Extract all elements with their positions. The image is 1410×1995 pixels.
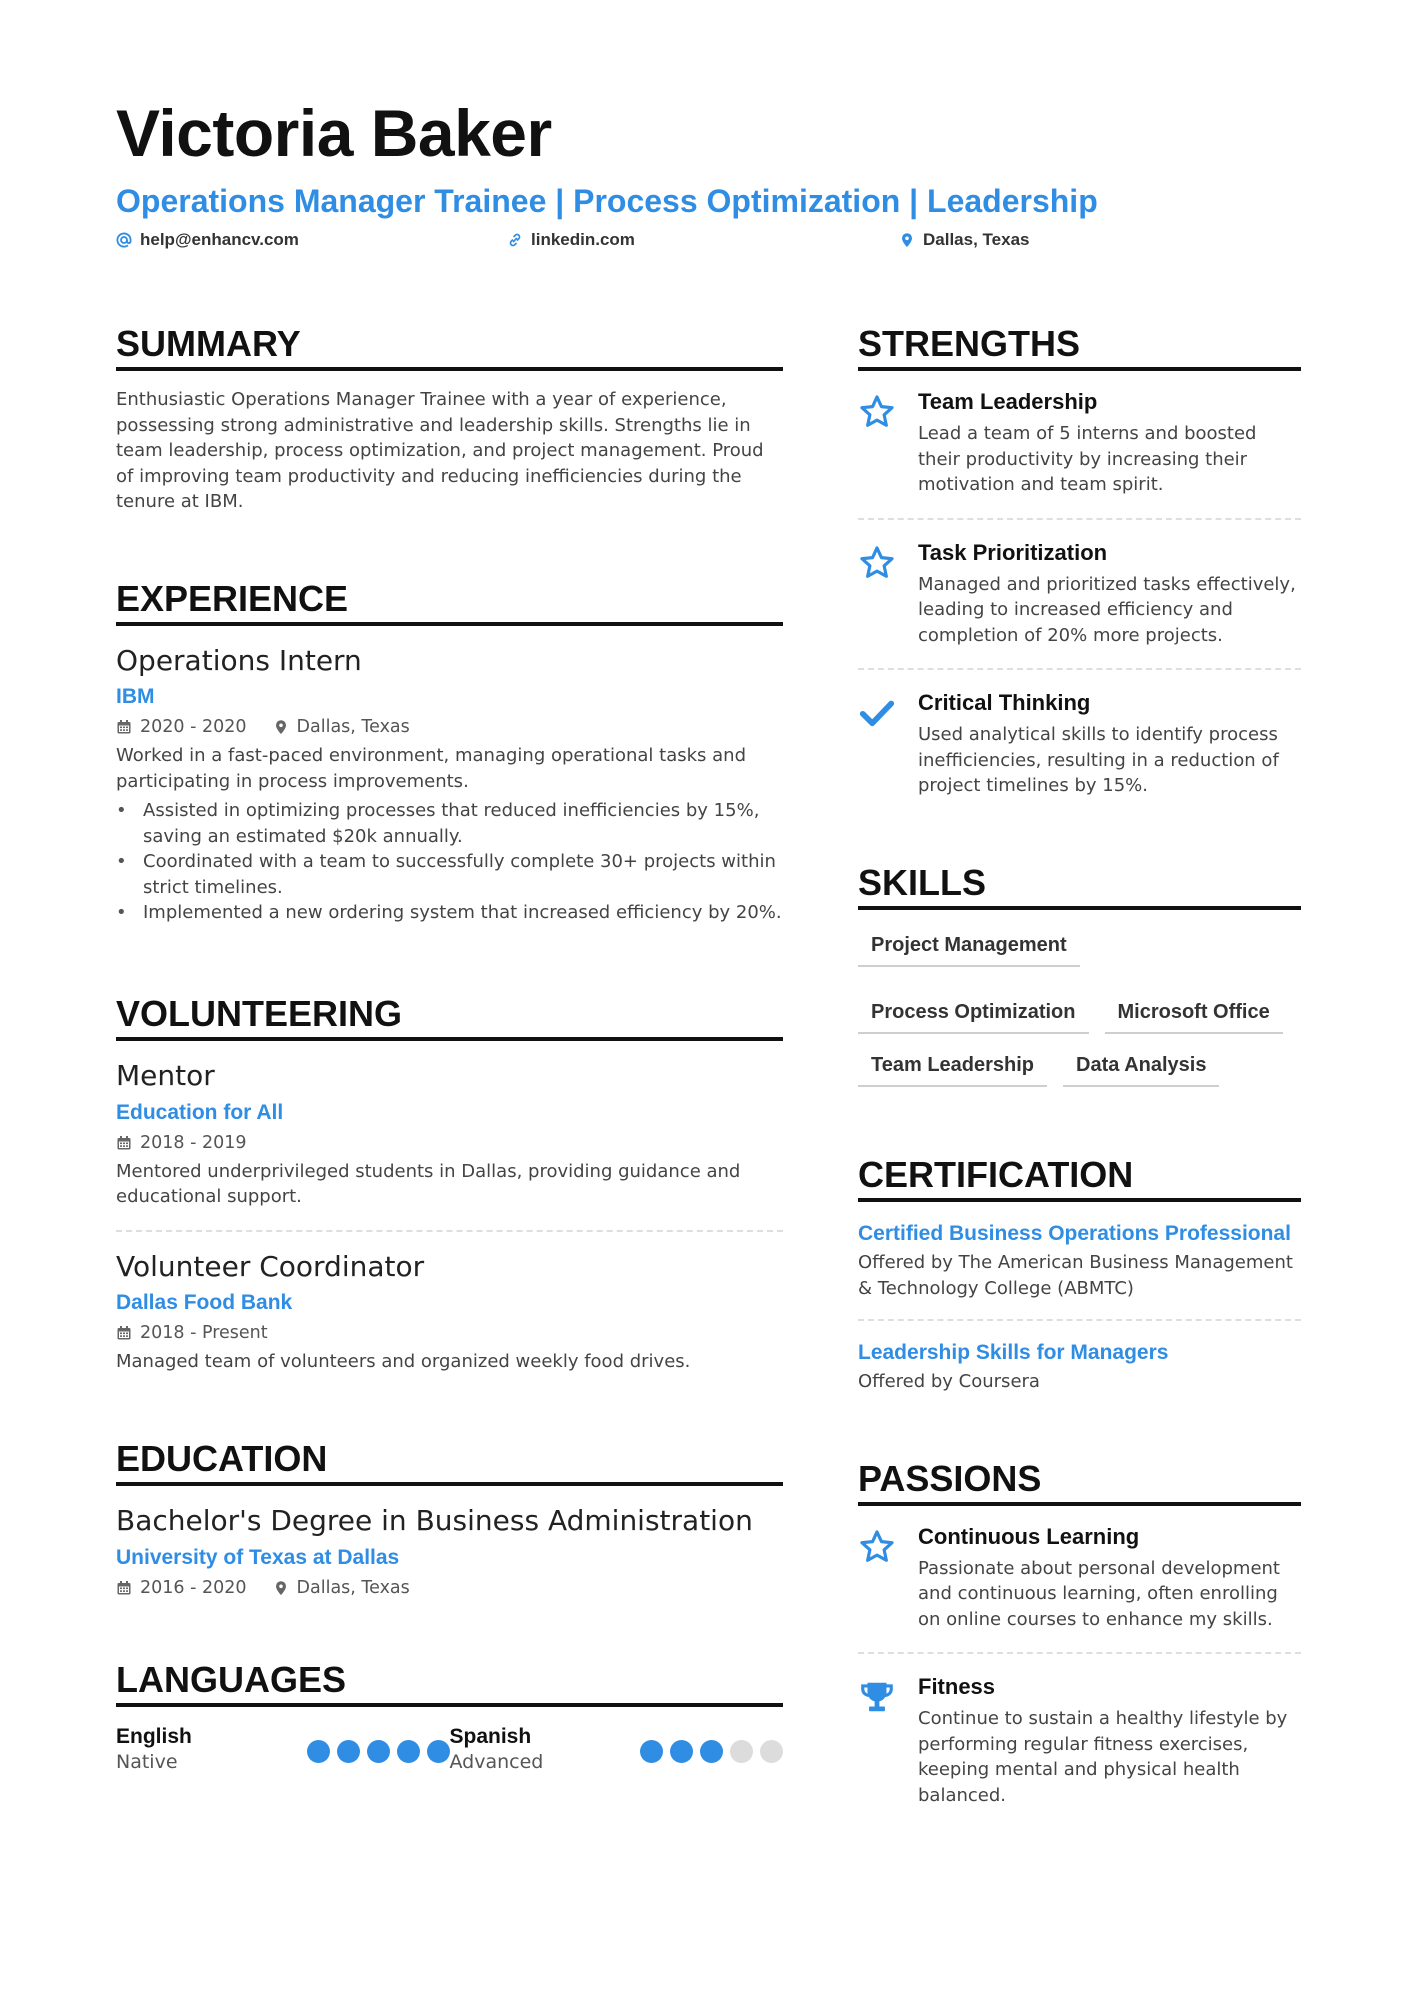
checkmark-icon <box>858 694 896 732</box>
volunteer-org: Dallas Food Bank <box>116 1291 293 1315</box>
volunteer-description: Mentored underprivileged students in Dallas, providing guidance and educational support. <box>116 1160 741 1208</box>
certification-title: Leadership Skills for Managers <box>858 1341 1169 1365</box>
candidate-tagline: Operations Manager Trainee | Process Optimization | Leadership <box>116 183 1098 219</box>
calendar-icon <box>116 1580 132 1596</box>
passion-item <box>858 1674 1301 1808</box>
strength-item <box>858 540 1301 649</box>
passions-section <box>858 1457 1301 1809</box>
passion-title: Continuous Learning <box>918 1523 1140 1549</box>
link-icon <box>507 232 523 248</box>
summary-section <box>116 322 783 515</box>
proficiency-dot-filled <box>367 1740 390 1763</box>
company-name: IBM <box>116 685 155 709</box>
section-title: SUMMARY <box>116 322 783 371</box>
passion-description: Passionate about personal development and continuous learning, often enrolling on online courses to enhance my skills. <box>918 1557 1280 1630</box>
passion-title: Fitness <box>918 1674 996 1700</box>
proficiency-dot-empty <box>730 1740 753 1763</box>
education-section <box>116 1437 783 1598</box>
left-column <box>116 322 783 1773</box>
volunteer-meta <box>116 1133 783 1153</box>
contact-linkedin[interactable] <box>507 230 635 250</box>
strength-description: Lead a team of 5 interns and boosted their productivity by increasing their motivation and team spirit. <box>918 423 1257 496</box>
trophy-icon <box>858 1678 896 1716</box>
skill-tag: Project Management <box>858 928 1080 967</box>
proficiency-dot-filled <box>640 1740 663 1763</box>
volunteer-entry <box>116 1059 783 1210</box>
experience-section <box>116 577 783 926</box>
section-title: EXPERIENCE <box>116 577 783 626</box>
skill-tag: Process Optimization <box>858 995 1089 1034</box>
strength-item <box>858 690 1301 799</box>
date-range <box>116 1578 247 1598</box>
section-title: LANGUAGES <box>116 1658 783 1707</box>
language-list <box>116 1725 783 1773</box>
language-name: English <box>116 1724 192 1748</box>
strength-description: Managed and prioritized tasks effectively, leading to increased efficiency and completion of 20% more projects. <box>918 573 1296 646</box>
skills-section <box>858 861 1301 1087</box>
list-item: • Assisted in optimizing processes that reduced inefficiencies by 15%, saving an estimated $20k annually. <box>116 798 783 849</box>
skill-tag: Data Analysis <box>1063 1048 1219 1087</box>
list-item: • Coordinated with a team to successfully complete 30+ projects within strict timelines. <box>116 849 783 900</box>
section-title: SKILLS <box>858 861 1301 910</box>
volunteer-role: Volunteer Coordinator <box>116 1249 425 1283</box>
section-title: STRENGTHS <box>858 322 1301 371</box>
volunteer-description: Managed team of volunteers and organized weekly food drives. <box>116 1351 691 1373</box>
achievement-list <box>116 798 783 926</box>
skill-tag: Microsoft Office <box>1105 995 1283 1034</box>
passion-item <box>858 1524 1301 1633</box>
section-title: CERTIFICATION <box>858 1153 1301 1202</box>
section-title: VOLUNTEERING <box>116 992 783 1041</box>
proficiency-dots <box>307 1740 450 1763</box>
linkedin-text: linkedin.com <box>531 230 635 249</box>
contact-email[interactable] <box>116 230 299 250</box>
divider <box>858 518 1301 520</box>
email-text: help@enhancv.com <box>140 230 299 249</box>
star-icon <box>858 1528 896 1566</box>
strength-description: Used analytical skills to identify process inefficiencies, resulting in a reduction of project timelines by 15%. <box>918 724 1279 797</box>
job-title: Operations Intern <box>116 643 362 677</box>
certification-description: Offered by Coursera <box>858 1371 1040 1393</box>
date-range <box>116 1133 247 1153</box>
at-icon <box>116 232 132 248</box>
date-text: 2020 - 2020 <box>140 717 247 738</box>
proficiency-dot-filled <box>670 1740 693 1763</box>
strengths-section <box>858 322 1301 799</box>
strength-title: Team Leadership <box>918 389 1098 415</box>
volunteer-meta <box>116 1323 783 1343</box>
calendar-icon <box>116 719 132 735</box>
language-level: Native <box>116 1750 178 1773</box>
volunteer-role: Mentor <box>116 1059 215 1093</box>
strength-title: Task Prioritization <box>918 539 1108 565</box>
section-title: PASSIONS <box>858 1457 1301 1506</box>
strength-item <box>858 389 1301 498</box>
date-text: 2018 - 2019 <box>140 1132 247 1153</box>
location-pin-icon <box>899 232 915 248</box>
date-range <box>116 717 247 737</box>
location-text: Dallas, Texas <box>296 717 410 738</box>
certification-section <box>858 1153 1301 1395</box>
location-text: Dallas, Texas <box>923 230 1030 249</box>
education-meta <box>116 1578 783 1598</box>
proficiency-dot-filled <box>700 1740 723 1763</box>
volunteer-entry <box>116 1250 783 1375</box>
right-column <box>858 322 1301 1808</box>
section-title: EDUCATION <box>116 1437 783 1486</box>
summary-text: Enthusiastic Operations Manager Trainee with a year of experience, possessing strong administrative and leadership skills. Strengths lie in team leadership, process optimization, and project management. Proud of improving team productivity and reducing inefficiencies during the tenure at IBM. <box>116 389 764 513</box>
school-location <box>273 1578 410 1598</box>
star-icon <box>858 393 896 431</box>
date-range <box>116 1323 268 1343</box>
job-meta <box>116 717 783 737</box>
list-item: • Implemented a new ordering system that increased efficiency by 20%. <box>116 900 783 926</box>
calendar-icon <box>116 1135 132 1151</box>
star-icon <box>858 544 896 582</box>
location-pin-icon <box>273 1580 289 1596</box>
calendar-icon <box>116 1325 132 1341</box>
volunteering-section <box>116 992 783 1375</box>
passion-description: Continue to sustain a healthy lifestyle by performing regular fitness exercises, keeping mental and physical health balanced. <box>918 1708 1288 1806</box>
degree-title: Bachelor's Degree in Business Administration <box>116 1504 753 1538</box>
divider <box>858 668 1301 670</box>
date-text: 2018 - Present <box>140 1323 268 1344</box>
candidate-name: Victoria Baker <box>116 96 552 170</box>
certification-item <box>858 1222 1301 1301</box>
proficiency-dot-empty <box>760 1740 783 1763</box>
proficiency-dots <box>640 1740 783 1763</box>
proficiency-dot-filled <box>307 1740 330 1763</box>
language-level: Advanced <box>449 1750 544 1773</box>
skill-list <box>858 928 1301 1087</box>
strength-title: Critical Thinking <box>918 690 1091 716</box>
language-name: Spanish <box>449 1724 532 1748</box>
location-pin-icon <box>273 719 289 735</box>
divider <box>858 1652 1301 1654</box>
proficiency-dot-filled <box>337 1740 360 1763</box>
certification-title: Certified Business Operations Professional <box>858 1222 1291 1246</box>
certification-item <box>858 1341 1301 1395</box>
divider <box>858 1319 1301 1321</box>
location-text: Dallas, Texas <box>296 1577 410 1598</box>
date-text: 2016 - 2020 <box>140 1577 247 1598</box>
school-name: University of Texas at Dallas <box>116 1545 400 1569</box>
skill-tag: Team Leadership <box>858 1048 1047 1087</box>
certification-description: Offered by The American Business Management & Technology College (ABMTC) <box>858 1252 1293 1299</box>
proficiency-dot-filled <box>427 1740 450 1763</box>
languages-section <box>116 1658 783 1773</box>
divider <box>116 1230 783 1232</box>
language-item <box>116 1725 450 1773</box>
volunteer-org: Education for All <box>116 1100 284 1124</box>
job-location <box>273 717 410 737</box>
language-item <box>450 1725 784 1773</box>
job-description: Worked in a fast-paced environment, managing operational tasks and participating in process improvements. <box>116 745 747 792</box>
contact-location <box>899 230 1029 250</box>
proficiency-dot-filled <box>397 1740 420 1763</box>
